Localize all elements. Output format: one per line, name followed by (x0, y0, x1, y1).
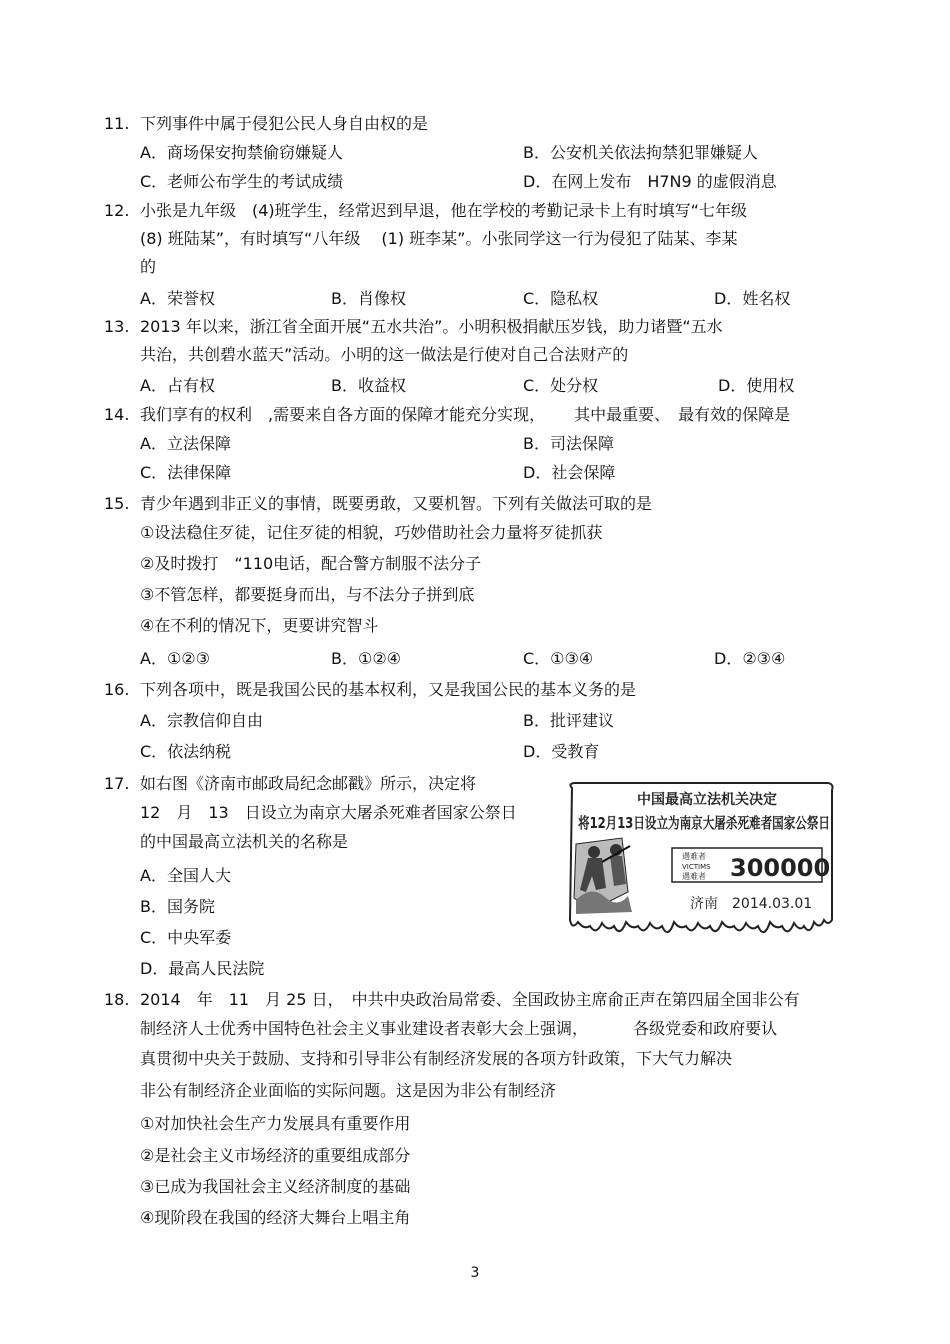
option-c: C．①③④ (523, 649, 594, 668)
question-number: 18. (104, 990, 130, 1009)
question-stem: 的 (140, 257, 157, 276)
question-stem: 的中国最高立法机关的名称是 (140, 832, 349, 851)
option-a: A．宗教信仰自由 (140, 711, 263, 730)
option-d: D．使用权 (718, 376, 795, 395)
statement-1: ①对加快社会生产力发展具有重要作用 (140, 1114, 411, 1133)
statement-1: ①设法稳住歹徒，记住歹徒的相貌，巧妙借助社会力量将歹徒抓获 (140, 523, 603, 542)
question-stem: 青少年遇到非正义的事情，既要勇敢，又要机智。下列有关做法可取的是 (140, 494, 653, 513)
option-d: D．最高人民法院 (140, 959, 265, 978)
question-stem: 2013 年以来，浙江省全面开展“五水共治”。小明积极捐献压岁钱，助力诸暨“五水 (140, 317, 723, 336)
commemorative-postmark (562, 780, 840, 952)
option-b: B．批评建议 (523, 711, 614, 730)
victims-count: 300000 (730, 854, 831, 882)
option-c: C．中央军委 (140, 928, 232, 947)
option-d: D．受教育 (523, 742, 600, 761)
question-number: 15. (104, 494, 130, 513)
question-stem: 2014 年 11 月 25 日， 中共中央政治局常委、全国政协主席俞正声在第四届全国非公有 (140, 990, 800, 1009)
question-stem: 真贯彻中央关于鼓励、支持和引导非公有制经济发展的各项方针政策，下大气力解决 (140, 1049, 733, 1068)
statement-3: ③不管怎样，都要挺身而出，与不法分子拼到底 (140, 585, 475, 604)
soldiers-illustration (574, 838, 632, 914)
question-stem: 如右图《济南市邮政局纪念邮戳》所示，决定将 (140, 774, 477, 793)
option-d: D．社会保障 (523, 463, 616, 482)
question-stem: 12 月 13 日设立为南京大屠杀死难者国家公祭日 (140, 803, 517, 822)
option-a: A．①②③ (140, 649, 210, 668)
statement-3: ③已成为我国社会主义经济制度的基础 (140, 1177, 411, 1196)
victims-label-bottom: 遇难者 (682, 872, 706, 881)
option-b: B．公安机关依法拘禁犯罪嫌疑人 (523, 143, 758, 162)
option-b: B．司法保障 (523, 434, 614, 453)
question-stem: 非公有制经济企业面临的实际问题。这是因为非公有制经济 (140, 1081, 557, 1100)
question-stem: 小张是九年级 (4)班学生，经常迟到早退，他在学校的考勤记录卡上有时填写“七年级 (140, 201, 747, 220)
option-c: C．法律保障 (140, 463, 232, 482)
victims-box (672, 848, 830, 882)
statement-2: ②及时拨打 “110电话，配合警方制服不法分子 (140, 554, 482, 573)
question-stem: 我们享有的权利 ,需要来自各方面的保障才能充分实现， 其中最重要、 最有效的保障是 (140, 405, 791, 424)
question-number: 13. (104, 317, 130, 336)
question-stem: 下列事件中属于侵犯公民人身自由权的是 (140, 114, 429, 133)
option-a: A．荣誉权 (140, 289, 215, 308)
option-b: B．收益权 (331, 376, 406, 395)
statement-4: ④在不利的情况下，更要讲究智斗 (140, 616, 379, 635)
option-c: C．处分权 (523, 376, 599, 395)
option-c: C．隐私权 (523, 289, 599, 308)
question-number: 11. (104, 114, 130, 133)
option-a: A．占有权 (140, 376, 215, 395)
option-d: D．在网上发布 H7N9 的虚假消息 (523, 172, 777, 191)
question-stem: 制经济人士优秀中国特色社会主义事业建设者表彰大会上强调， 各级党委和政府要认 (140, 1019, 778, 1038)
postmark-subtitle: 将12月13日设立为南京大屠杀死难者国家公祭日 (578, 814, 830, 832)
victims-label-en: VICTIMS (682, 863, 711, 871)
question-number: 17. (104, 774, 130, 793)
question-stem: 下列各项中，既是我国公民的基本权利，又是我国公民的基本义务的是 (140, 680, 637, 699)
postmark-title: 中国最高立法机关决定 (637, 792, 777, 808)
victims-label-top: 遇难者 (682, 852, 706, 861)
option-b: B．肖像权 (331, 289, 406, 308)
question-stem: (8) 班陆某”，有时填写“八年级 (1) 班李某”。小张同学这一行为侵犯了陆某、李某 (140, 229, 738, 248)
option-d: D．姓名权 (714, 289, 791, 308)
statement-4: ④现阶段在我国的经济大舞台上唱主角 (140, 1208, 411, 1227)
option-a: A．全国人大 (140, 866, 231, 885)
option-d: D．②③④ (714, 649, 786, 668)
option-b: B．①②④ (331, 649, 402, 668)
question-number: 12. (104, 201, 130, 220)
option-b: B．国务院 (140, 897, 215, 916)
question-number: 14. (104, 405, 130, 424)
question-number: 16. (104, 680, 130, 699)
postmark-place: 济南 (690, 896, 718, 912)
option-c: C．老师公布学生的考试成绩 (140, 172, 344, 191)
option-a: A．商场保安拘禁偷窃嫌疑人 (140, 143, 343, 162)
question-stem: 共治，共创碧水蓝天”活动。小明的这一做法是行使对自己合法财产的 (140, 345, 629, 364)
option-a: A．立法保障 (140, 434, 231, 453)
postmark-date: 2014.03.01 (732, 896, 813, 912)
page-number: 3 (470, 1265, 480, 1281)
option-c: C．依法纳税 (140, 742, 232, 761)
statement-2: ②是社会主义市场经济的重要组成部分 (140, 1146, 411, 1165)
